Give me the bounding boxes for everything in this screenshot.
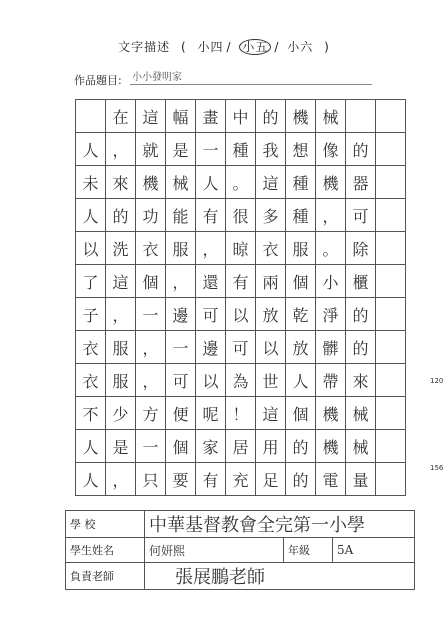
grid-cell: 邊 (196, 331, 226, 364)
grid-cell: 人 (286, 364, 316, 397)
grid-cell: 帶 (316, 364, 346, 397)
grid-cell: 電 (316, 463, 346, 496)
grid-cell: 在 (106, 100, 136, 133)
grid-cell: 有 (226, 265, 256, 298)
grid-cell: 還 (196, 265, 226, 298)
grid-cell: ， (106, 133, 136, 166)
grid-cell: 種 (286, 166, 316, 199)
grid-cell: 人 (76, 463, 106, 496)
grid-cell: 個 (286, 265, 316, 298)
grid-cell: 能 (166, 199, 196, 232)
grid-cell: 的 (106, 199, 136, 232)
grid-cell: 呢 (196, 397, 226, 430)
level-1: 小四 (197, 40, 224, 54)
grid-cell: 子 (76, 298, 106, 331)
grid-cell: 機 (316, 397, 346, 430)
grid-cell: ， (106, 298, 136, 331)
student-label: 學生姓名 (66, 538, 145, 563)
grid-cell: 不 (76, 397, 106, 430)
grid-cell: 以 (226, 298, 256, 331)
grid-cell (76, 100, 106, 133)
grid-cell: 服 (286, 232, 316, 265)
level-3: 小六 (287, 40, 314, 54)
grid-cell: 量 (346, 463, 376, 496)
grid-cell: ， (166, 265, 196, 298)
grid-cell: 械 (316, 100, 346, 133)
grid-cell: 櫃 (346, 265, 376, 298)
grid-cell: 就 (136, 133, 166, 166)
school-row (66, 511, 415, 538)
grid-cell: 幅 (166, 100, 196, 133)
grid-cell: 衣 (256, 232, 286, 265)
grid-cell: 機 (316, 166, 346, 199)
grid-cell: 一 (136, 430, 166, 463)
grid-cell: 除 (346, 232, 376, 265)
level-2-selected: 小五 (239, 39, 271, 55)
grid-cell: 方 (136, 397, 166, 430)
grid-cell (346, 100, 376, 133)
grid-cell: 來 (346, 364, 376, 397)
essay-title-label: 作品題目: (74, 74, 122, 87)
grid-cell: 一 (196, 133, 226, 166)
grid-cell: 以 (256, 331, 286, 364)
grid-cell: 人 (76, 133, 106, 166)
grid-cell (376, 430, 406, 463)
grid-cell: 兩 (256, 265, 286, 298)
grid-cell: 少 (106, 397, 136, 430)
writing-grid (75, 99, 406, 496)
grid-cell (376, 298, 406, 331)
grid-cell: 世 (256, 364, 286, 397)
grid-cell: 服 (166, 232, 196, 265)
grid-cell: 像 (316, 133, 346, 166)
count-mark-156: 156 (430, 464, 444, 472)
teacher-row (66, 563, 415, 590)
grid-cell: 人 (76, 430, 106, 463)
grid-cell (376, 397, 406, 430)
grid-cell: 小 (316, 265, 346, 298)
grid-cell: 可 (196, 298, 226, 331)
grid-cell: 足 (256, 463, 286, 496)
grid-cell: 邊 (166, 298, 196, 331)
grid-cell: ， (106, 463, 136, 496)
grid-cell: 可 (346, 199, 376, 232)
info-table (65, 510, 415, 590)
student-row (66, 538, 415, 563)
grid-cell: 衣 (76, 364, 106, 397)
grid-cell: 的 (346, 133, 376, 166)
grid-cell: 多 (256, 199, 286, 232)
grid-cell: 是 (166, 133, 196, 166)
grid-cell: 洗 (106, 232, 136, 265)
grid-cell: 有 (196, 199, 226, 232)
grid-cell: 這 (256, 166, 286, 199)
grid-cell: 放 (256, 298, 286, 331)
grid-cell: 服 (106, 331, 136, 364)
essay-title-value: 小小發明家 (130, 68, 372, 85)
grid-cell: 畫 (196, 100, 226, 133)
grid-cell: 機 (286, 100, 316, 133)
teacher-value: 張展鵬老師 (145, 563, 415, 590)
grid-cell: 一 (136, 298, 166, 331)
grid-cell (376, 166, 406, 199)
grid-cell: 人 (196, 166, 226, 199)
grid-cell (376, 463, 406, 496)
grid-cell: 居 (226, 430, 256, 463)
grid-cell: 服 (106, 364, 136, 397)
grid-cell: 的 (346, 331, 376, 364)
grid-cell: ！ (226, 397, 256, 430)
grid-cell: 晾 (226, 232, 256, 265)
grid-cell: 的 (346, 298, 376, 331)
grid-cell: 充 (226, 463, 256, 496)
grid-cell: 這 (256, 397, 286, 430)
student-value: 何妍熙 (145, 538, 284, 563)
grid-cell: 人 (76, 199, 106, 232)
grid-cell: 乾 (286, 298, 316, 331)
grid-cell: 的 (286, 430, 316, 463)
grid-cell: ， (136, 331, 166, 364)
grid-cell: ， (136, 364, 166, 397)
grid-cell: 械 (166, 166, 196, 199)
grid-cell: 我 (256, 133, 286, 166)
grid-cell: 一 (166, 331, 196, 364)
grid-cell: 要 (166, 463, 196, 496)
grid-cell: 以 (76, 232, 106, 265)
grid-cell: 可 (166, 364, 196, 397)
teacher-label: 負責老師 (66, 563, 145, 590)
grid-cell: 的 (256, 100, 286, 133)
grid-cell: 個 (166, 430, 196, 463)
grid-cell: 。 (226, 166, 256, 199)
school-value: 中華基督教會全完第一小學 (145, 511, 415, 538)
grid-cell (376, 232, 406, 265)
grid-cell: 功 (136, 199, 166, 232)
grid-cell: 衣 (136, 232, 166, 265)
grid-cell: 個 (286, 397, 316, 430)
grid-cell: 中 (226, 100, 256, 133)
grade-value: 5A (333, 538, 415, 563)
grid-cell: 了 (76, 265, 106, 298)
grid-cell: 衣 (76, 331, 106, 364)
grid-cell: 用 (256, 430, 286, 463)
grid-cell: 的 (286, 463, 316, 496)
grid-cell: ， (316, 199, 346, 232)
grid-cell: 機 (316, 430, 346, 463)
grid-cell: 想 (286, 133, 316, 166)
header: 文字描述 ( 小四 / 小五 / 小六 ) (118, 40, 330, 54)
grid-cell: 很 (226, 199, 256, 232)
grid-cell: 這 (106, 265, 136, 298)
grid-cell: 械 (346, 430, 376, 463)
grid-cell: 便 (166, 397, 196, 430)
grid-cell: 家 (196, 430, 226, 463)
grid-cell: 放 (286, 331, 316, 364)
grid-cell: 可 (226, 331, 256, 364)
grid-cell: 機 (136, 166, 166, 199)
grid-cell: 以 (196, 364, 226, 397)
grid-cell (376, 133, 406, 166)
grid-cell (376, 364, 406, 397)
school-label: 學 校 (66, 511, 145, 538)
grid-cell: 。 (316, 232, 346, 265)
header-title: 文字描述 (118, 40, 171, 54)
grid-cell: 械 (346, 397, 376, 430)
grid-cell: 這 (136, 100, 166, 133)
grid-cell: 淨 (316, 298, 346, 331)
grid-cell: 為 (226, 364, 256, 397)
grid-cell (376, 331, 406, 364)
grid-cell: 是 (106, 430, 136, 463)
grid-cell: 器 (346, 166, 376, 199)
grid-cell (376, 199, 406, 232)
count-mark-120: 120 (430, 377, 444, 385)
grid-cell: 種 (286, 199, 316, 232)
grid-cell: 有 (196, 463, 226, 496)
grade-label: 年級 (284, 538, 333, 563)
grid-cell: 來 (106, 166, 136, 199)
grid-cell: 未 (76, 166, 106, 199)
grid-cell: 種 (226, 133, 256, 166)
grid-cell: 個 (136, 265, 166, 298)
grid-cell: 髒 (316, 331, 346, 364)
grid-cell (376, 100, 406, 133)
grid-cell: ， (196, 232, 226, 265)
grid-cell: 只 (136, 463, 166, 496)
grid-cell (376, 265, 406, 298)
